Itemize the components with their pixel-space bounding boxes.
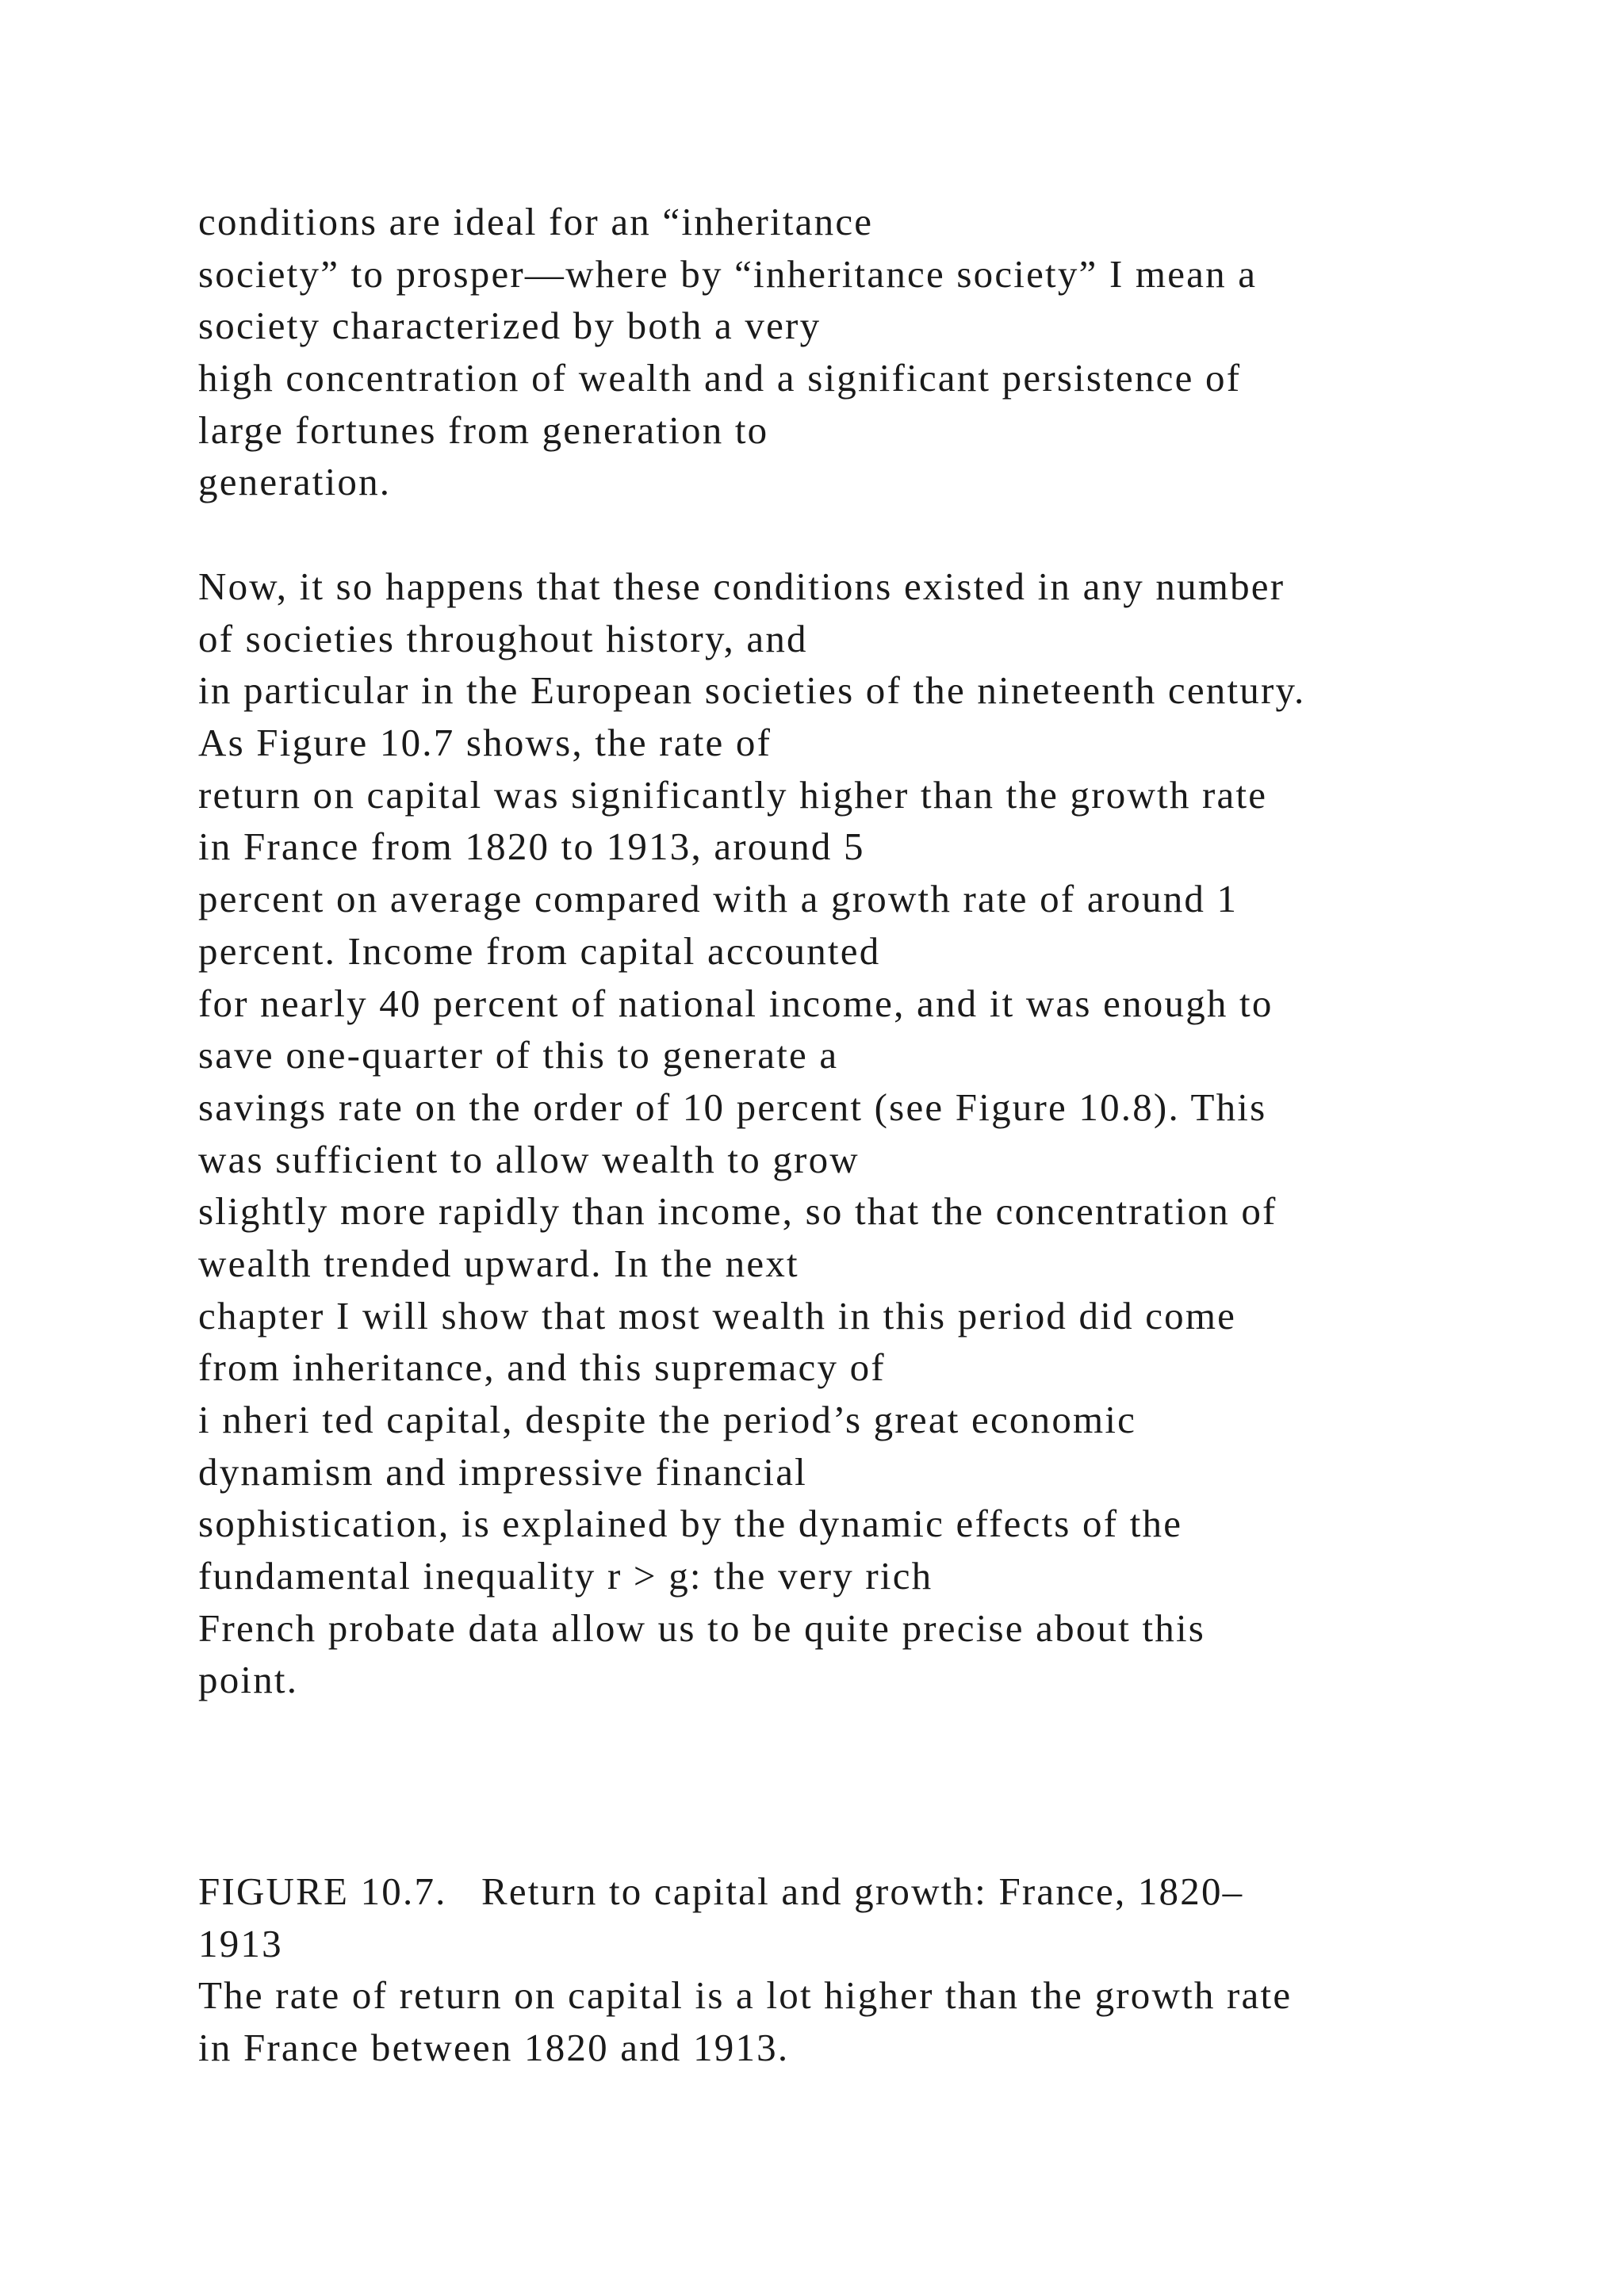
figure-title-line: FIGURE 10.7. Return to capital and growth: France, 1820– bbox=[198, 1869, 1244, 1913]
text-line: As Figure 10.7 shows, the rate of bbox=[198, 721, 772, 765]
text-line: high concentration of wealth and a significant persistence of bbox=[198, 356, 1242, 400]
figure-description-line: The rate of return on capital is a lot higher than the growth rate bbox=[198, 1973, 1293, 2018]
text-line: return on capital was significantly higher than the growth rate bbox=[198, 772, 1268, 817]
figure-description-line: in France between 1820 and 1913. bbox=[198, 2026, 790, 2070]
text-line: in France from 1820 to 1913, around 5 bbox=[198, 825, 865, 869]
text-line: save one-quarter of this to generate a bbox=[198, 1033, 839, 1077]
text-line: percent. Income from capital accounted bbox=[198, 928, 881, 973]
text-line: chapter I will show that most wealth in this period did come bbox=[198, 1293, 1237, 1337]
text-line: fundamental inequality r > g: the very rich bbox=[198, 1554, 933, 1598]
text-line: society characterized by both a very bbox=[198, 304, 822, 348]
text-line: generation. bbox=[198, 460, 392, 504]
text-line: dynamism and impressive financial bbox=[198, 1449, 807, 1494]
text-line: from inheritance, and this supremacy of bbox=[198, 1345, 886, 1390]
text-line: large fortunes from generation to bbox=[198, 408, 769, 452]
text-line: sophistication, is explained by the dynamic effects of the bbox=[198, 1502, 1183, 1546]
figure-title-line: 1913 bbox=[198, 1921, 283, 1965]
paragraph-nineteenth-century bbox=[198, 561, 1610, 1706]
text-line: for nearly 40 percent of national income, and it was enough to bbox=[198, 981, 1274, 1025]
text-line: Now, it so happens that these conditions existed in any number bbox=[198, 564, 1285, 608]
text-line: point. bbox=[198, 1658, 299, 1702]
text-line: savings rate on the order of 10 percent (see Figure 10.8). This bbox=[198, 1085, 1267, 1129]
text-line: French probate data allow us to be quite precise about this bbox=[198, 1605, 1206, 1650]
text-line: slightly more rapidly than income, so that the concentration of bbox=[198, 1189, 1277, 1234]
text-line: percent on average compared with a growth rate of around 1 bbox=[198, 877, 1239, 921]
text-line: wealth trended upward. In the next bbox=[198, 1241, 799, 1285]
text-line: society” to prosper—where by “inheritance society” I mean a bbox=[198, 251, 1258, 296]
text-line: i nheri ted capital, despite the period’s great economic bbox=[198, 1398, 1137, 1441]
text-line: of societies throughout history, and bbox=[198, 616, 808, 660]
paragraph-inheritance-society bbox=[198, 196, 1610, 508]
text-line: in particular in the European societies of the nineteenth century. bbox=[198, 668, 1306, 713]
figure-caption bbox=[198, 1866, 1610, 2074]
text-line: was sufficient to allow wealth to grow bbox=[198, 1137, 860, 1181]
text-line: conditions are ideal for an “inheritance bbox=[198, 200, 874, 243]
